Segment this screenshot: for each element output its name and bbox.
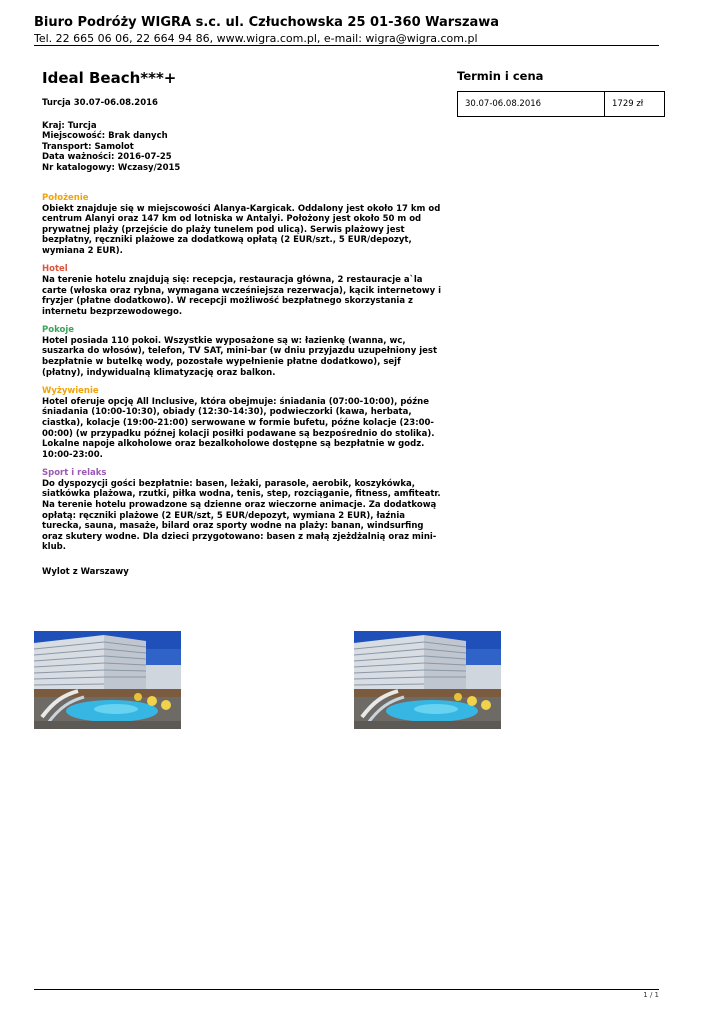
fact-transport: Transport: Samolot xyxy=(42,141,134,152)
hotel-photo xyxy=(34,631,181,729)
section-heading: Wyżywienie xyxy=(42,386,99,397)
company-contact: Tel. 22 665 06 06, 22 664 94 86, www.wigra.com.pl, e-mail: wigra@wigra.com.pl xyxy=(34,32,478,45)
section-body: Na terenie hotelu znajdują się: recepcja, restauracja główna, 2 restauracje a`la carte (włoska oraz rybna, wymagana wcześniejsza rezerwacja), kącik internetowy i fryzjer (płatne dodatkowo). W recepcji możliwość bezpłatnego skorzystania z internetu bezprzewodowego. xyxy=(42,274,442,317)
term-price: 1729 zł xyxy=(605,92,665,117)
section-body: Hotel posiada 110 pokoi. Wszystkie wyposażone są w: łazienkę (wanna, wc, suszarka do włosów), telefon, TV SAT, mini-bar (w dniu przyjazdu uzupełniony jest bezpłatnie w butelkę wody, pozostałe wypełnienie płatne dodatkowo), sejf (płatny), indywidualną klimatyzację oraz balkon. xyxy=(42,335,438,378)
offer-subtitle: Turcja 30.07-06.08.2016 xyxy=(42,98,158,108)
fact-catalog-number: Nr katalogowy: Wczasy/2015 xyxy=(42,162,181,173)
fact-valid-date: Data ważności: 2016-07-25 xyxy=(42,152,172,162)
section-heading: Sport i relaks xyxy=(42,468,107,479)
fact-country: Kraj: Turcja xyxy=(42,120,97,131)
section-heading: Położenie xyxy=(42,193,89,203)
header-divider xyxy=(34,45,659,46)
document-header xyxy=(34,14,694,46)
company-address: Biuro Podróży WIGRA s.c. ul. Człuchowska 25 01-360 Warszawa xyxy=(34,15,500,30)
hotel-pool-photo-icon xyxy=(34,631,181,729)
pricing-table xyxy=(457,91,665,117)
hotel-pool-photo-icon xyxy=(354,631,501,729)
section-location xyxy=(42,193,444,256)
offer-facts xyxy=(42,121,444,174)
term-date: 30.07-06.08.2016 xyxy=(458,92,605,117)
section-body: Do dyspozycji gości bezpłatnie: basen, leżaki, parasole, aerobik, koszykówka, siatkówka plażowa, rzutki, piłka wodna, tenis, step, rozciąganie, fitness, amfiteatr. Na terenie hotelu prowadzone są dzienne oraz wieczorne animacje. Za dodatkową opłatą: ręczniki plażowe (2 EUR/szt, 5 EUR/depozyt, wymiana 2 EUR), łaźnia turecka, sauna, masaże, bilard oraz sporty wodne na plaży: banan, windsurfing oraz skutery wodne. Dla dzieci przygotowano: basen z małą zjeżdżalnią oraz mini-klub. xyxy=(42,478,441,553)
departure-info: Wylot z Warszawy xyxy=(42,566,129,577)
pricing-panel xyxy=(457,68,665,117)
hotel-photo xyxy=(354,631,501,729)
pricing-row xyxy=(458,92,665,117)
offer-title: Ideal Beach***+ xyxy=(42,69,177,87)
section-meals xyxy=(42,386,444,460)
offer-details xyxy=(42,68,444,577)
section-body: Obiekt znajduje się w miejscowości Alanya-Kargicak. Oddalony jest około 17 km od centrum Alanyi oraz 147 km od lotniska w Antalyi. Położony jest około 50 m od prywatnej plaży (przejście do plaży tunelem pod ulicą). Serwis plażowy jest bezpłatny, ręczniki plażowe za dodatkową opłatą (2 EUR/szt., 5 EUR/depozyt, wymiana 2 EUR). xyxy=(42,203,441,256)
footer-divider xyxy=(34,989,659,990)
section-heading: Hotel xyxy=(42,264,68,275)
section-heading: Pokoje xyxy=(42,325,75,336)
page-number: 1 / 1 xyxy=(643,991,659,999)
section-body: Hotel oferuje opcję All Inclusive, która obejmuje: śniadania (07:00-10:00), późne śniadania (10:00-10:30), obiady (12:30-14:30), podwieczorki (kawa, herbata, ciastka), kolacje (19:00-21:00) serwowane w formie bufetu, późne kolacje (23:00-00:00) (w przypadku późnej kolacji posiłki podawane są bezpośrednio do stolika). Lokalne napoje alkoholowe oraz bezalkoholowe dostępne są bezpłatnie w godz. 10:00-23:00. xyxy=(42,396,435,460)
section-rooms xyxy=(42,325,444,378)
section-sport xyxy=(42,468,444,553)
fact-location: Miejscowość: Brak danych xyxy=(42,131,168,141)
section-hotel xyxy=(42,264,444,317)
pricing-heading: Termin i cena xyxy=(457,69,544,83)
